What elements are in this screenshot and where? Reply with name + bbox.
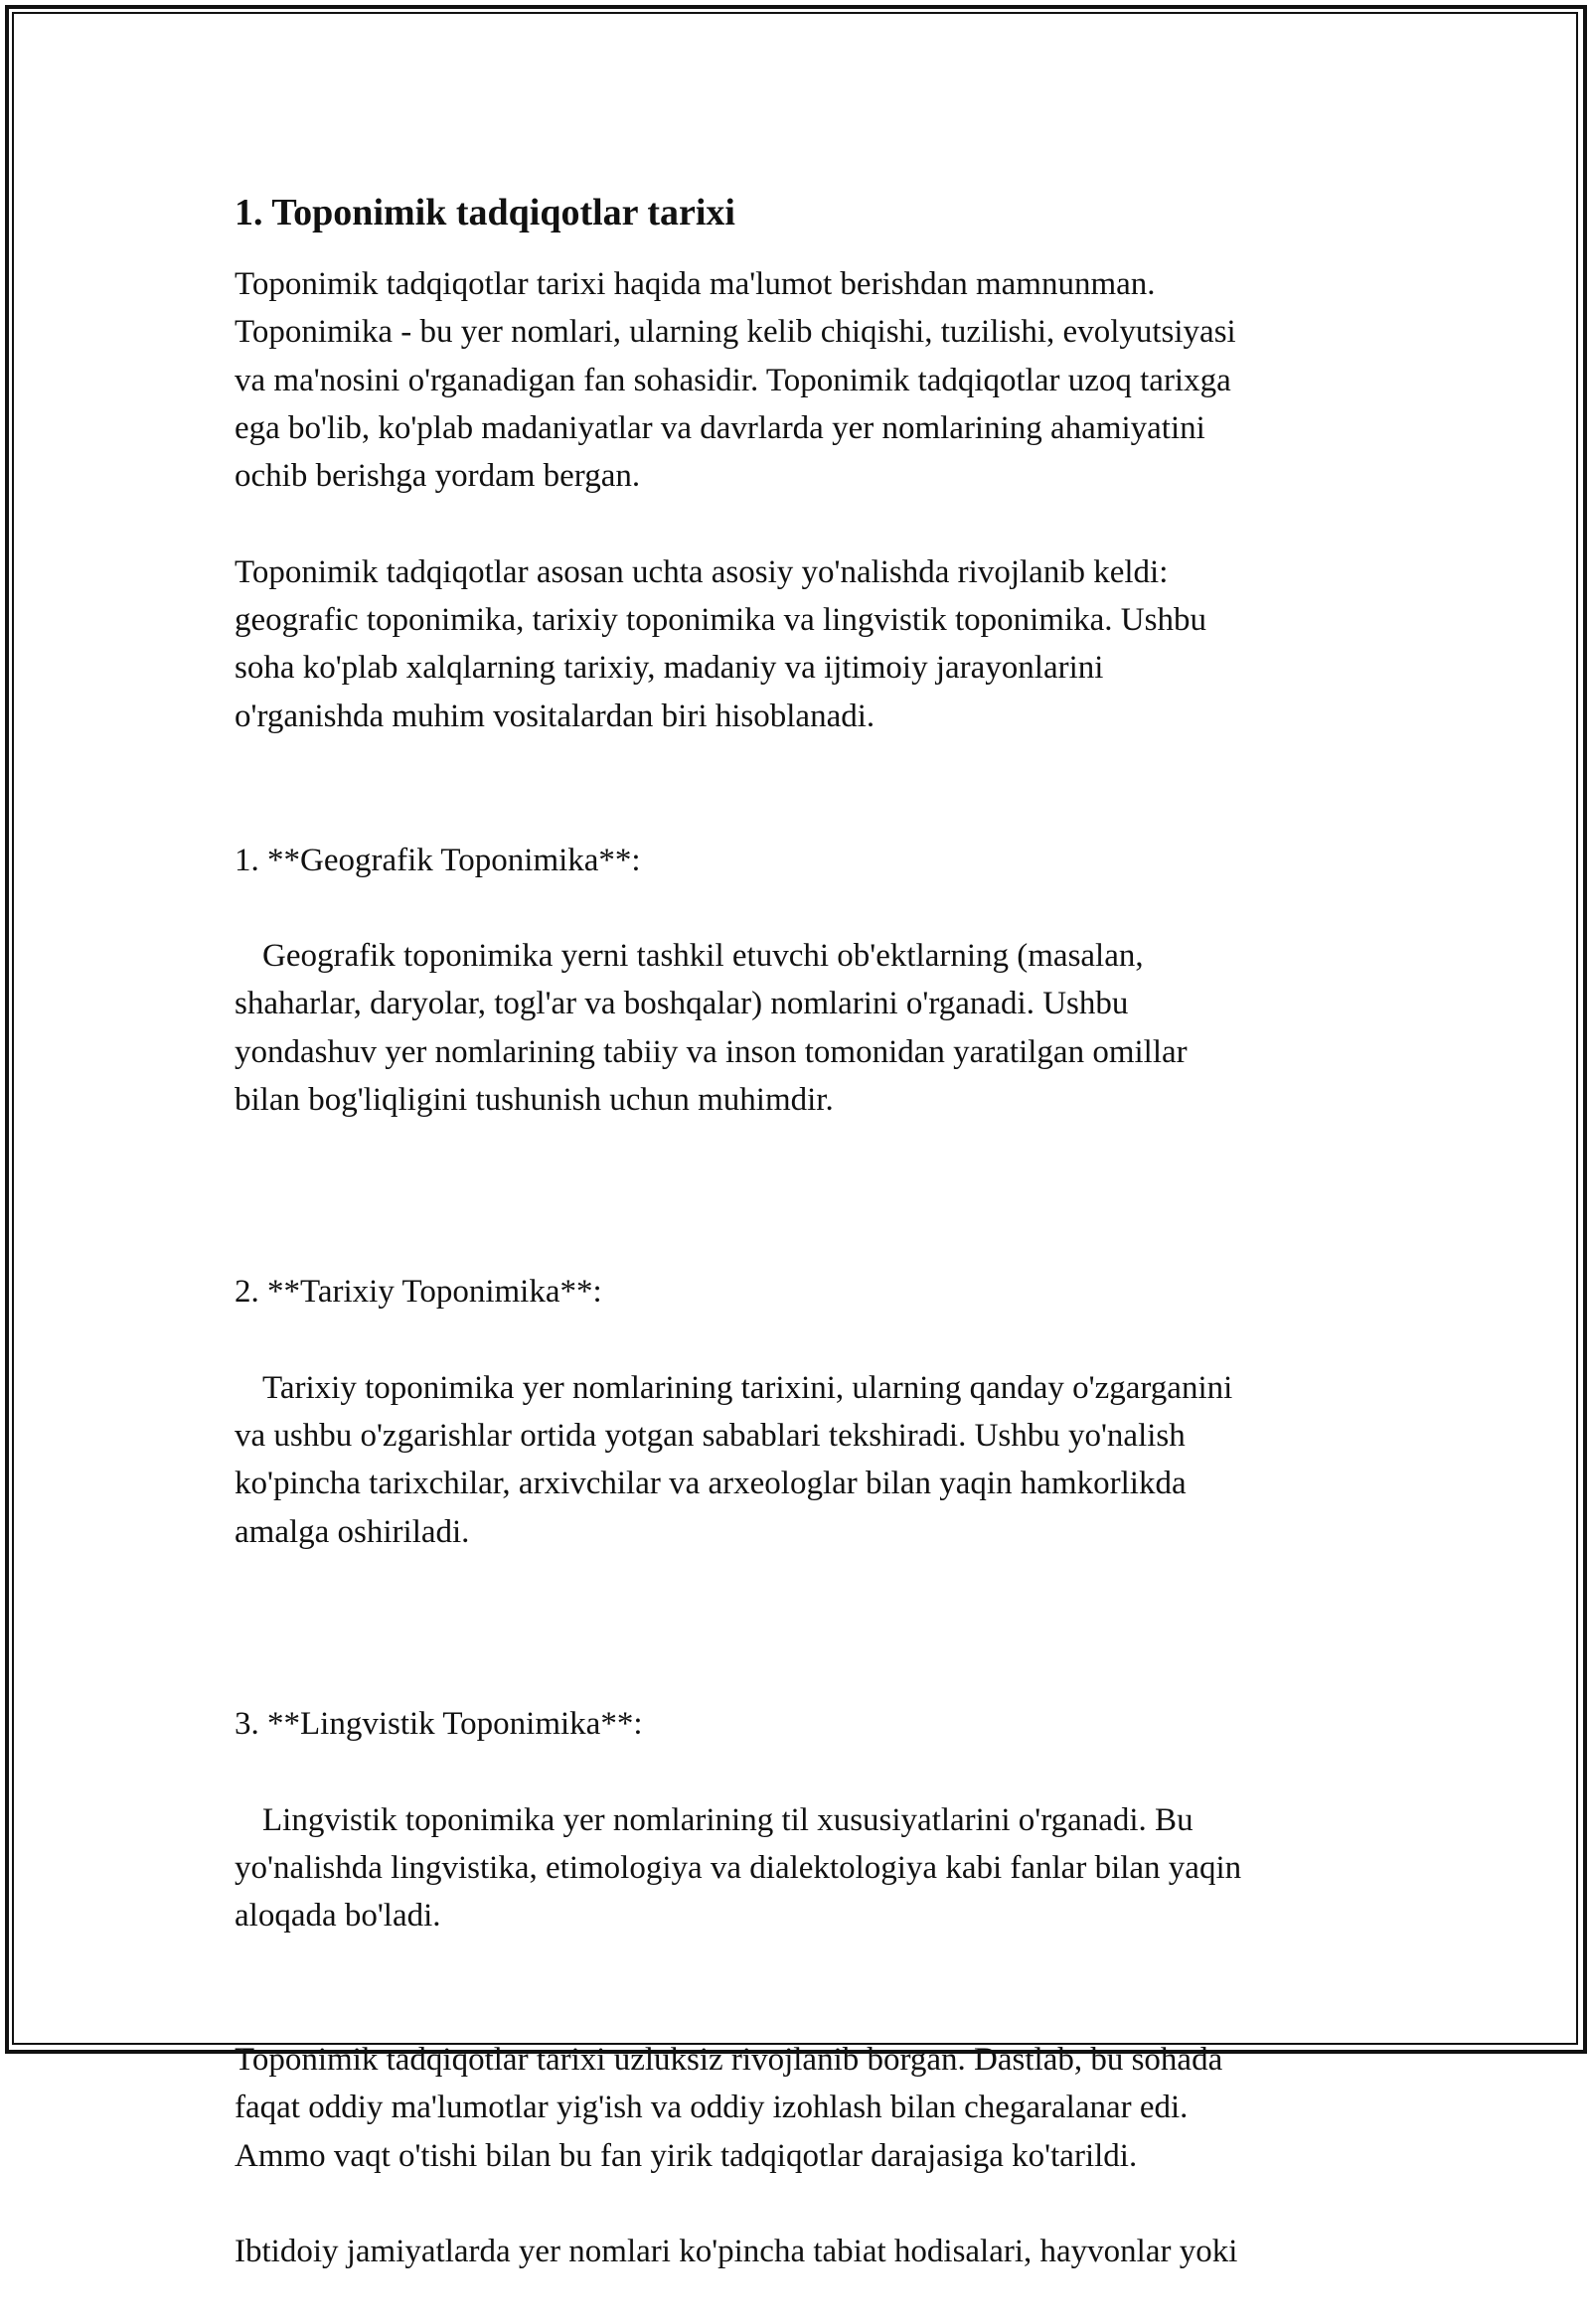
list-item-title: 2. **Tarixiy Toponimika**: xyxy=(235,1274,602,1311)
list-item-tarixiy xyxy=(235,1220,1367,1604)
list-item-body: Lingvistik toponimika yer nomlarining til xususiyatlarini o'rganadi. Bu yo'nalishda lingvistika, etimologiya va dialektologiya kabi fanlar bilan yaqin aloqada bo'ladi. xyxy=(235,1801,1242,1935)
list-item-title: 1. **Geografik Toponimika**: xyxy=(235,842,641,878)
paragraph-evolution: Toponimik tadqiqotlar tarixi uzluksiz rivojlanib borgan. Dastlab, bu sohada faqat oddiy ma'lumotlar yig'ish va oddiy izohlash bilan chegaralanar edi. Ammo vaqt o'tishi bilan bu fan yirik tadqiqotlar darajasiga ko'tarildi. xyxy=(235,2041,1223,2174)
list-item-body: Geografik toponimika yerni tashkil etuvchi ob'ektlarning (masalan, shaharlar, daryolar, togl'ar va boshqalar) nomlarini o'rganadi. Ushbu yondashuv yer nomlarining tabiiy va inson tomonidan yaratilgan omillar bilan bog'liqligini tushunish uchun muhimdir. xyxy=(235,938,1188,1119)
paragraph-intro: Toponimik tadqiqotlar tarixi haqida ma'lumot berishdan mamnunman. Toponimika - bu yer nomlari, ularning kelib chiqishi, tuzilishi, evolyutsiyasi va ma'nosini o'rganadigan fan sohasidir. Toponimik tadqiqotlar uzoq tarixga ega bo'lib, ko'plab madaniyatlar va davrlarda yer nomlarining ahamiyatini ochib berishga yordam bergan. xyxy=(235,266,1236,495)
list-item-lingvistik xyxy=(235,1652,1367,1988)
list-item-title: 3. **Lingvistik Toponimika**: xyxy=(235,1705,643,1742)
list-item-body: Tarixiy toponimika yer nomlarining tarixini, ularning qanday o'zgarganini va ushbu o'zgarishlar ortida yotgan sabablari tekshiradi. Ushbu yo'nalish ko'pincha tarixchilar, arxivchilar va arxeologlar bilan yaqin hamkorlikda amalga oshiriladi. xyxy=(235,1369,1233,1550)
paragraph-primitive: Ibtidoiy jamiyatlarda yer nomlari ko'pincha tabiat hodisalari, hayvonlar yoki xyxy=(235,2234,1238,2270)
document-body xyxy=(235,187,1367,2324)
list-item-geografik xyxy=(235,788,1367,1171)
section-heading: 1. Toponimik tadqiqotlar tarixi xyxy=(235,192,735,233)
paragraph-directions: Toponimik tadqiqotlar asosan uchta asosiy yo'nalishda rivojlanib keldi: geografic toponimika, tarixiy toponimika va lingvistik toponimika. Ushbu soha ko'plab xalqlarning tarixiy, madaniy va ijtimoiy jarayonlarini o'rganishda muhim vositalardan biri hisoblanadi. xyxy=(235,553,1206,734)
